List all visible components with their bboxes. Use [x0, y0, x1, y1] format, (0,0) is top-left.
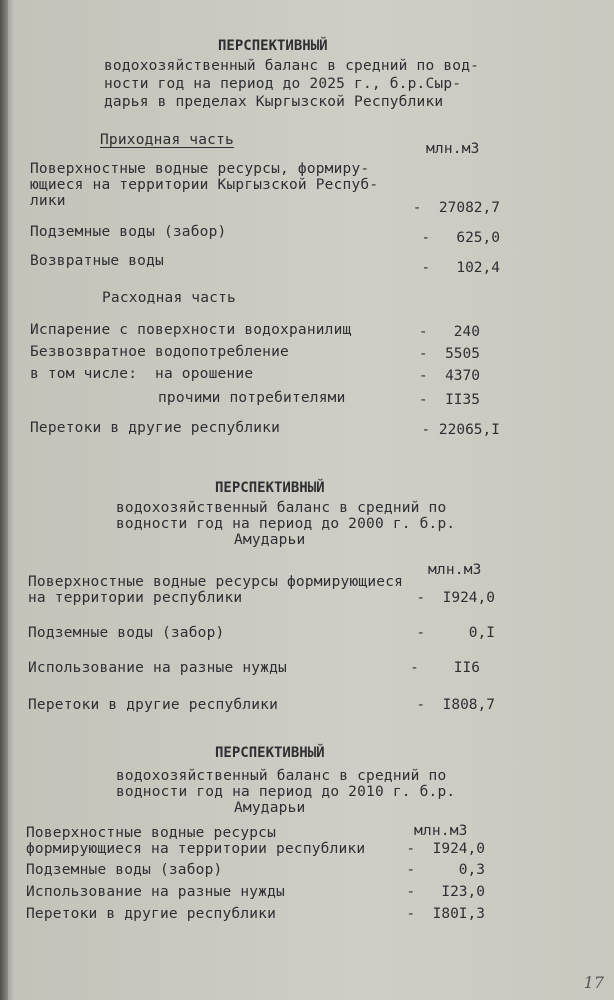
binding-shadow — [0, 0, 8, 1000]
section1-title-line3: дарья в пределах Кыргызской Республики — [104, 94, 444, 110]
section2-unit: млн.м3 — [428, 562, 482, 578]
income-row3-label: Возвратные воды — [30, 253, 164, 269]
expense-row4-value: - II35 — [418, 392, 480, 408]
page-number: 17 — [583, 973, 604, 992]
section1-heading: ПЕРСПЕКТИВНЫЙ — [218, 38, 328, 54]
section2-title-line2: водности год на период до 2000 г. б.р. — [116, 516, 456, 532]
expense-row2-value: - 5505 — [418, 346, 480, 362]
income-row2-label: Подземные воды (забор) — [30, 224, 227, 240]
income-row1-line2: ющиеся на территории Кыргызской Респуб- — [30, 177, 379, 193]
s2-row4-label: Перетоки в другие республики — [28, 697, 279, 713]
section1-title-line1: водохозяйственный баланс в средний по вод- — [104, 58, 480, 74]
section3-title-line1: водохозяйственный баланс в средний по — [116, 768, 447, 784]
section2-title-line1: водохозяйственный баланс в средний по — [116, 500, 447, 516]
s2-row2-label: Подземные воды (забор) — [28, 625, 225, 641]
expense-row1-value: - 240 — [418, 324, 480, 340]
income-title: Приходная часть — [100, 132, 234, 148]
s3-row3-value: - 0,3 — [406, 862, 485, 878]
expense-row4-label: прочими потребителями — [158, 390, 346, 406]
s2-row1-line1: Поверхностные водные ресурсы формирующиеся — [28, 574, 404, 590]
income-row3-value: - 102,4 — [421, 260, 500, 276]
income-row1-line3: лики — [30, 193, 66, 209]
expense-row1-label: Испарение с поверхности водохранилищ — [30, 322, 352, 338]
section2-title-line3: Амударьи — [234, 532, 306, 548]
expense-title: Расходная часть — [102, 290, 236, 306]
income-row1-line1: Поверхностные водные ресурсы, формиру- — [30, 161, 370, 177]
s3-row2-label: формирующиеся на территории республики — [26, 841, 366, 857]
section3-unit: млн.м3 — [414, 823, 468, 839]
section3-title-line3: Амударьи — [234, 800, 306, 816]
expense-row5-value: - 22065,I — [421, 422, 500, 438]
section3-title-line2: водности год на период до 2010 г. б.р. — [116, 784, 456, 800]
s2-row3-label: Использование на разные нужды — [28, 660, 287, 676]
section1-title-line2: ности год на период до 2025 г., б.р.Сыр- — [104, 76, 462, 92]
section2-heading: ПЕРСПЕКТИВНЫЙ — [215, 480, 325, 496]
s3-row4-label: Использование на разные нужды — [26, 884, 285, 900]
s3-row3-label: Подземные воды (забор) — [26, 862, 223, 878]
s3-row4-value: - I23,0 — [406, 884, 485, 900]
expense-row5-label: Перетоки в другие республики — [30, 420, 281, 436]
section3-heading: ПЕРСПЕКТИВНЫЙ — [215, 745, 325, 761]
expense-row3-label: в том числе: на орошение — [30, 366, 254, 382]
s3-row5-label: Перетоки в другие республики — [26, 906, 277, 922]
s3-row2-value: - I924,0 — [406, 841, 485, 857]
income-row1-value: - 27082,7 — [412, 200, 500, 216]
s2-row1-value: - I924,0 — [416, 590, 495, 606]
expense-row3-value: - 4370 — [418, 368, 480, 384]
s2-row2-value: - 0,I — [416, 625, 495, 641]
s2-row4-value: - I808,7 — [416, 697, 495, 713]
s2-row1-line2: на территории республики — [28, 590, 243, 606]
s3-row5-value: - I80I,3 — [406, 906, 485, 922]
expense-row2-label: Безвозвратное водопотребление — [30, 344, 289, 360]
section1-unit: млн.м3 — [426, 141, 480, 157]
income-row2-value: - 625,0 — [421, 230, 500, 246]
s2-row3-value: - II6 — [410, 660, 480, 676]
s3-row1-line1: Поверхностные водные ресурсы — [26, 825, 277, 841]
